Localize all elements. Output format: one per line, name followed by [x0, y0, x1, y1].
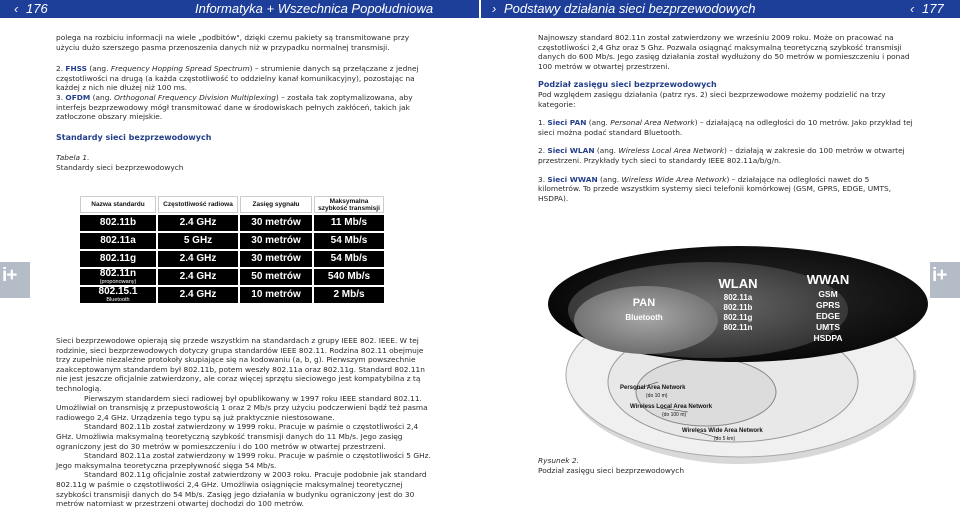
svg-text:EDGE: EDGE	[815, 311, 841, 321]
pan-subtitle: Bluetooth	[625, 313, 663, 322]
frequency-cell-value: 2.4 GHz	[179, 289, 217, 300]
label-wwan-range: (do 5 km)	[714, 436, 736, 442]
standard-name-cell-value: 802.11g	[99, 253, 137, 264]
standard-name-cell	[80, 215, 156, 231]
frequency-cell	[158, 269, 238, 285]
standard-name-cell-value: 802.11a	[100, 235, 136, 246]
right-page-arrow: ‹	[910, 1, 915, 16]
speed-cell-value: 54 Mb/s	[330, 235, 368, 246]
speed-cell	[314, 287, 384, 303]
frequency-cell-value: 2.4 GHz	[179, 217, 217, 228]
frequency-cell-value: 5 GHz	[183, 235, 213, 246]
svg-text:802.11a: 802.11a	[723, 293, 753, 302]
frequency-cell-value: 2.4 GHz	[179, 253, 217, 264]
standard-name-cell	[80, 269, 156, 285]
range-cell-value: 30 metrów	[251, 235, 301, 246]
left-running-title: Informatyka + Wszechnica Popołudniowa	[195, 1, 434, 16]
left-page-number: 176	[26, 1, 48, 16]
body-paragraph: Standard 802.11b został zatwierdzony w 1999 roku. Pracuje w paśmie o częstotliwości 2,4 GHz. Umożliwia maksymalną teoretyczną szybkość transmisji danych do 11 Mb/s. Jego zasięg ograniczony jest do 30 metrów w pomieszczeniu i do 100 metrów w otwartej przestrzeni.	[56, 422, 419, 451]
speed-cell	[314, 233, 384, 249]
body-paragraph: Standard 802.11g oficjalnie został zatwierdzony w 2003 roku. Pracuje podobnie jak standard 802.11g w paśmie o częstotliwości 2,4 GHz. Umożliwia osiągnięcie maksymalnej teoretycznej szybkości transmisji danych do 54 Mb/s. Zasięg jego działania w budynku ograniczony jest do 30 metrów natomiast w przestrzeni otwartej dochodzi do 100 metrów.	[56, 470, 427, 509]
svg-text:GPRS: GPRS	[815, 300, 841, 310]
table-row	[80, 287, 384, 303]
left-side-mark: i+	[0, 262, 30, 298]
range-cell	[240, 287, 312, 303]
standard-name-cell	[80, 251, 156, 267]
standard-name-cell-value: 802.15.1	[98, 286, 138, 297]
list-item-wwan: 3. Sieci WWAN (ang. Wireless Wide Area Network) – działające na odległości nawet do 5 kilometrów. To przede wszystkim systemy sieci telefonii komórkowej (GSM, GPRS, EDGE, UMTS, HSDPA).	[538, 174, 892, 203]
svg-text:802.11b: 802.11b	[723, 303, 753, 312]
figure-caption	[538, 456, 838, 475]
right-running-title: Podstawy działania sieci bezprzewodowych	[504, 1, 756, 16]
table-row	[80, 251, 384, 267]
standard-note: (proponowany)	[99, 279, 137, 285]
table-row	[80, 215, 384, 231]
speed-cell	[314, 269, 384, 285]
frequency-cell-value: 2.4 GHz	[179, 271, 217, 282]
label-wlan: Wireless Local Area Network	[630, 404, 713, 410]
standard-name-cell	[80, 287, 156, 303]
wlan-list	[724, 293, 753, 332]
intro-paragraph: polega na rozbiciu informacji na wiele „podbitów", dzięki czemu pakiety są transmitowane przy użyciu dużo szerszego pasma przenoszenia danych niż w przypadku normalnej transmisji.	[56, 33, 410, 52]
wlan-title: WLAN	[718, 276, 758, 291]
figure-caption-number: Rysunek 2.	[538, 456, 579, 465]
right-top-text	[538, 33, 914, 203]
label-pan: Personal Area Network	[620, 385, 686, 391]
frequency-cell	[158, 233, 238, 249]
frequency-cell	[158, 251, 238, 267]
standard-name-cell	[80, 233, 156, 249]
header-cell: Maksymalna szybkość transmisji	[314, 196, 384, 213]
left-bottom-text	[56, 336, 432, 509]
header-cell: Nazwa standardu	[80, 196, 156, 213]
range-cell	[240, 215, 312, 231]
table-caption-number: Tabela 1.	[56, 153, 90, 163]
standard-name-cell-value: 802.11n	[99, 268, 137, 279]
header-divider	[479, 0, 481, 18]
range-cell	[240, 251, 312, 267]
frequency-cell	[158, 287, 238, 303]
left-top-text	[56, 33, 432, 173]
standard-note: Bluetooth	[106, 297, 130, 303]
speed-cell	[314, 251, 384, 267]
page-header-bar	[0, 0, 960, 18]
label-wwan: Wireless Wide Area Network	[682, 428, 763, 434]
speed-cell	[314, 215, 384, 231]
header-cell: Zasięg sygnału	[240, 196, 312, 213]
table-header-row	[80, 196, 384, 213]
svg-text:GSM: GSM	[818, 289, 838, 299]
speed-cell-value: 54 Mb/s	[330, 253, 368, 264]
range-cell	[240, 233, 312, 249]
table-row	[80, 233, 384, 249]
standard-name-cell-value: 802.11b	[99, 217, 137, 228]
intro-paragraph: Najnowszy standard 802.11n został zatwierdzony we wrześniu 2009 roku. Może on pracować na częstotliwości 2,4 Ghz oraz 5 Ghz. Pozwala osiągnąć maksymalną teoretyczną szybkość transmisji danych do 600 Mb/s. Jego zasięg działania został wydłużony do 50 metrów w pomieszczeniu i ponad 100 metrów w otwartej przestrzeni.	[538, 33, 910, 71]
body-paragraph: Sieci bezprzewodowe opierają się przede wszystkim na standardach z grupy IEEE 802. IEEE. W tej rodzinie, sieci bezprzewodowych dotyczy grupa standardów IEEE 802.11. Rodzina 802.11 obejmuje trzy zupełnie niezależne protokoły skupiające się na kodowaniu (a, b, g). Pierwszym powszechnie zaakceptowanym standardem był 802.11b, potem weszły 802.11a oraz 802.11g. Standard 802.11n nie jest jeszcze oficjalnie zatwierdzony, ale coraz więcej sprzętu sieciowego jest kompatybilna z tą technologią.	[56, 336, 425, 393]
range-cell-value: 10 metrów	[251, 289, 301, 300]
right-side-mark: i+	[930, 262, 960, 298]
right-title-arrow: ›	[492, 1, 497, 16]
section-heading: Standardy sieci bezprzewodowych	[56, 132, 212, 142]
table-caption-title: Standardy sieci bezprzewodowych	[56, 162, 184, 172]
body-paragraph: Standard 802.11a został zatwierdzony w 1999 roku. Pracuje w paśmie o częstotliwości 5 GHz. Jego maksymalna teoretyczna przepływność sięga 54 Mb/s.	[56, 451, 431, 470]
label-wlan-range: (do 100 m)	[662, 412, 687, 418]
left-page-arrow: ‹	[14, 1, 19, 16]
range-cell	[240, 269, 312, 285]
svg-text:802.11n: 802.11n	[723, 323, 753, 332]
ground-ellipse-pan	[636, 358, 776, 426]
list-item-fhss: 2. FHSS (ang. Frequency Hopping Spread Spectrum) – strumienie danych są przełączane z jednej częstotliwości na drugą (a każda częstotliwość to oddzielny kanał komunikacyjny), pozostając na każdej z nich nie dłużej niż 100 ms.	[56, 64, 419, 93]
svg-text:UMTS: UMTS	[815, 322, 841, 332]
figure-caption-title: Podział zasięgu sieci bezprzewodowych	[538, 465, 685, 475]
section-heading: Podział zasięgu sieci bezprzewodowych	[538, 80, 717, 90]
svg-text:802.11g: 802.11g	[723, 313, 753, 322]
list-item-ofdm: 3. OFDM (ang. Orthogonal Frequency Division Multiplexing) – została tak zoptymalizowana, aby interfejs bezprzewodowy mógł transmitować dane w środowiskach pełnych zakłóceń, takich jak zatłoczone obszary miejskie.	[56, 92, 413, 122]
range-cell-value: 50 metrów	[251, 271, 301, 282]
list-item-pan: 1. Sieci PAN (ang. Personal Area Network) – działającą na odległości do 10 metrów. Jako przykład tej sieci można podać standard Bluetooth.	[538, 118, 913, 137]
speed-cell-value: 2 Mb/s	[333, 289, 365, 300]
range-cell-value: 30 metrów	[251, 217, 301, 228]
pan-title: PAN	[632, 297, 656, 309]
frequency-cell	[158, 215, 238, 231]
svg-text:HSDPA: HSDPA	[813, 333, 843, 343]
speed-cell-value: 540 Mb/s	[327, 271, 371, 282]
standards-table	[78, 194, 386, 305]
network-range-figure	[538, 242, 933, 467]
speed-cell-value: 11 Mb/s	[330, 217, 368, 228]
body-paragraph: Pierwszym standardem sieci radiowej był opublikowany w 1997 roku IEEE standard 802.11. Umożliwiał on transmisję z przepustowością 1 oraz 2 Mb/s przy użyciu podczerwieni bądź też pasma radiowego 2,4 GHz. Urządzenia tego typu są już praktycznie niestosowane.	[56, 393, 428, 422]
header-cell: Częstotliwość radiowa	[158, 196, 238, 213]
label-pan-range: (do 10 m)	[646, 393, 668, 399]
list-item-wlan: 2. Sieci WLAN (ang. Wireless Local Area Network) – działają w zakresie do 100 metrów w otwartej przestrzeni. Przykłady tych sieci to standardy IEEE 802.11a/b/g/n.	[538, 146, 905, 165]
wwan-title: WWAN	[806, 272, 850, 287]
right-page-number: 177	[922, 1, 944, 16]
section-intro: Pod względem zasięgu działania (patrz rys. 2) sieci bezprzewodowe możemy podzielić na trzy kategorie:	[538, 89, 886, 109]
table-row	[80, 269, 384, 285]
range-cell-value: 30 metrów	[251, 253, 301, 264]
